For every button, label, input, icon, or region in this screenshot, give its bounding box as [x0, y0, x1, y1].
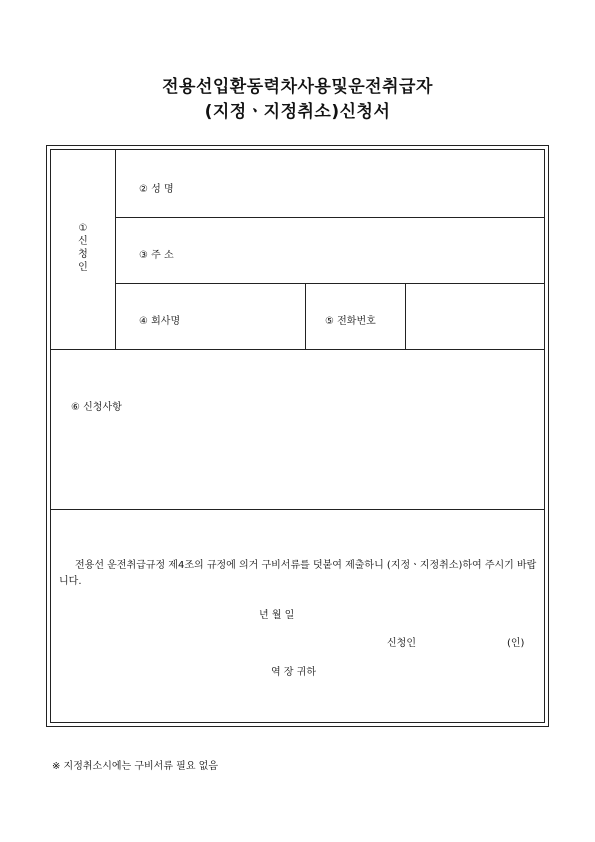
footnote: ※ 지정취소시에는 구비서류 필요 없음	[52, 761, 218, 772]
address-field-label: ③ 주 소	[139, 250, 174, 261]
seal-mark: (인)	[507, 638, 525, 649]
request-field-label: ⑥ 신청사항	[71, 402, 122, 413]
row-divider-request	[51, 509, 544, 510]
col-divider-label	[115, 150, 116, 350]
applicant-label-char: 신	[78, 236, 88, 247]
form-title-line1: 전용선입환동력차사용및운전취급자	[162, 77, 433, 97]
name-field-label: ② 성 명	[139, 184, 174, 195]
applicant-label-char: 인	[78, 262, 88, 273]
row-divider-address	[115, 283, 544, 284]
form-outer-border	[46, 145, 549, 727]
row-divider-name	[115, 217, 544, 218]
applicant-signature-label: 신청인	[387, 638, 416, 649]
recipient-line: 역 장 귀하	[271, 667, 316, 678]
date-line: 년 월 일	[259, 610, 295, 621]
col-divider-phone	[405, 283, 406, 350]
col-divider-company	[305, 283, 306, 350]
phone-field-label: ⑤ 전화번호	[325, 316, 376, 327]
applicant-label-number: ①	[78, 223, 88, 234]
statement-text: 전용선 운전취급규정 제4조의 규정에 의거 구비서류를 덧붙여 제출하니 (지정ㆍ지정취소)하여 주시기 바랍니다.	[59, 560, 537, 587]
form-table	[50, 149, 545, 723]
applicant-label-char: 청	[78, 249, 88, 260]
form-title-line2: (지정ㆍ지정취소)신청서	[204, 102, 391, 122]
row-divider-applicant	[51, 349, 544, 350]
company-field-label: ④ 회사명	[139, 316, 181, 327]
applicant-label	[51, 222, 115, 274]
